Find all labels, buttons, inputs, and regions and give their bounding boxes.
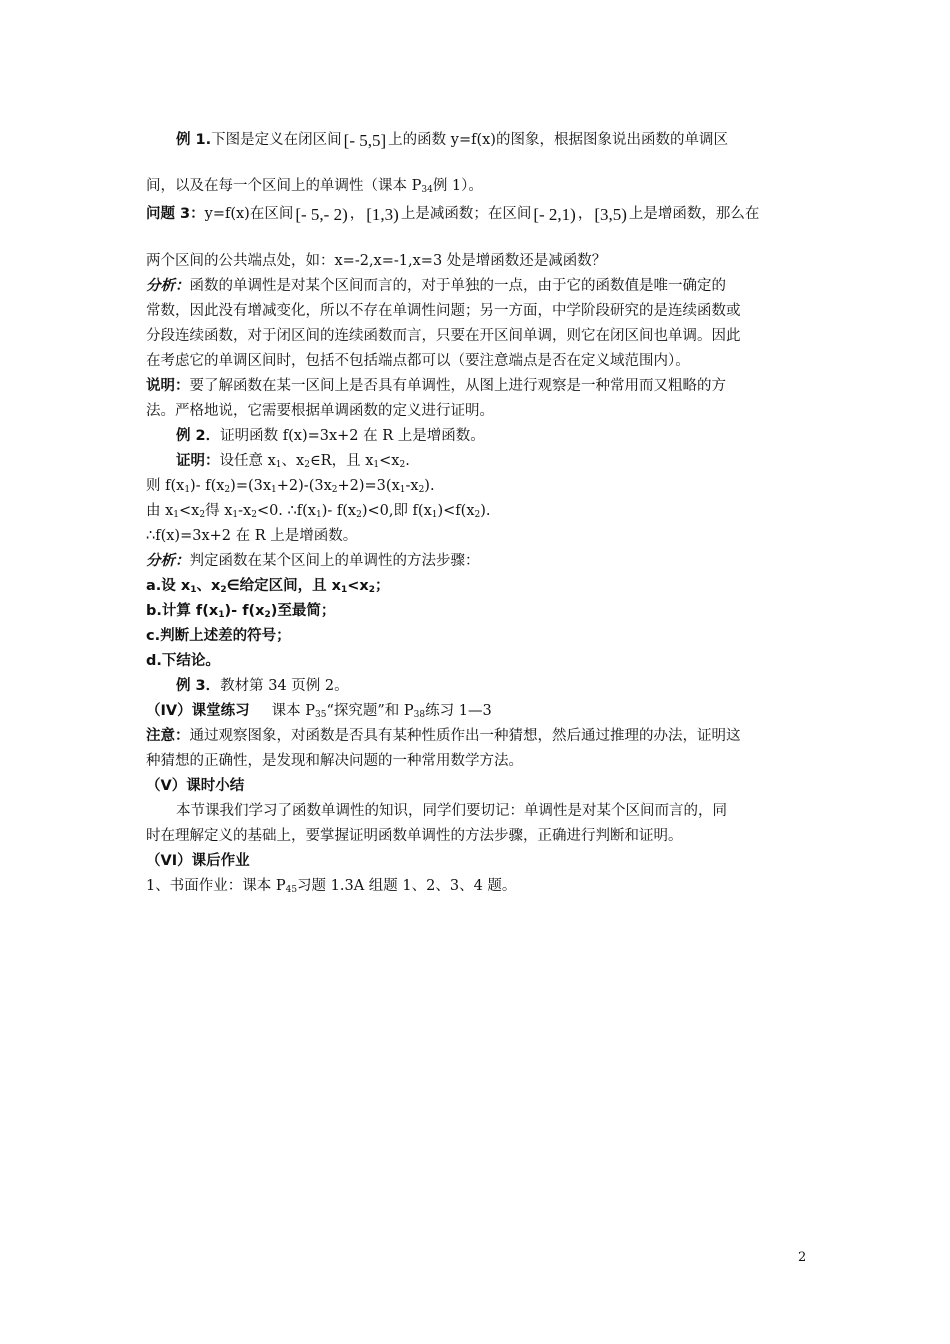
proof-step-line: 则 $f(x_1)-$ $f(x_2)=(3x_1+2)-(3x_2+2)=3(x_1-x_2)$. bbox=[146, 478, 435, 495]
question-3-line: 问题 3：y=f(x)在区间 [- 5,- 2) ， [1,3) 上是减函数；在区间 [- 2,1) ， [3,5) 上是增函数，那么在 bbox=[146, 202, 811, 227]
text-line: 常数，因此没有增减变化，所以不存在单调性问题；另一方面，中学阶段研究的是连续函数或 bbox=[146, 303, 741, 319]
summary-line: 时在理解定义的基础上，要掌握证明函数单调性的方法步骤，正确进行判断和证明。 bbox=[146, 828, 683, 844]
step-a-line: a.设 $x_1$、$x_2\in$给定区间，且 $x_1<x_2$； bbox=[146, 578, 390, 595]
proof-label: 证明： bbox=[176, 453, 220, 469]
example-2-line: 例 2．证明函数 f(x)=3x+2 在 R 上是增函数。 bbox=[176, 428, 485, 444]
analysis-line: 分析：判定函数在某个区间上的单调性的方法步骤： bbox=[146, 552, 480, 569]
step-b-line: b.计算 $f(x_1)-$ $f(x_2)$至最简； bbox=[146, 603, 336, 620]
text-line: 法。严格地说，它需要根据单调函数的定义进行证明。 bbox=[146, 403, 494, 419]
note-line: 说明：要了解函数在某一区间上是否具有单调性，从图上进行观察是一种常用而又粗略的方 bbox=[146, 378, 726, 394]
interval-formula: [- 5,- 2) bbox=[295, 205, 348, 224]
example-3-line: 例 3．教材第 34 页例 2。 bbox=[176, 678, 349, 694]
section-iv-line: （IV）课堂练习 课本 $P_{35}“$探究题”和 $P_{38}$练习 1—3 bbox=[146, 703, 492, 720]
analysis-label: 分析： bbox=[146, 552, 190, 569]
attention-line: 注意：通过观察图象，对函数是否具有某种性质作出一种猜想，然后通过推理的办法，证明这 bbox=[146, 728, 741, 744]
step-d-line: d.下结论。 bbox=[146, 653, 220, 669]
text-line: 在考虑它的单调区间时，包括不包括端点都可以（要注意端点是否在定义域范围内）。 bbox=[146, 353, 690, 369]
text-line: 两个区间的公共端点处，如：x=-2,x=-1,x=3 处是增函数还是减函数？ bbox=[146, 253, 607, 269]
example-1-line: 例 1.下图是定义在闭区间 [- 5,5] 上的函数 y=f(x)的图象，根据图象说出函数的单调区 bbox=[176, 128, 841, 153]
section-vi-heading: （VI）课后作业 bbox=[146, 853, 250, 869]
note-label: 说明： bbox=[146, 378, 190, 394]
example-2-label: 例 2． bbox=[176, 428, 221, 444]
text-line: 分段连续函数，对于闭区间的连续函数而言，只要在开区间单调，则它在闭区间也单调。因此 bbox=[146, 328, 741, 344]
text-line: 种猜想的正确性，是发现和解决问题的一种常用数学方法。 bbox=[146, 753, 523, 769]
homework-line: 1、书面作业：课本 $P_{45}$习题 1.3A 组题 1、2、3、4 题。 bbox=[146, 878, 517, 895]
proof-conclusion-line: ∴f(x)=3x+2 在 R 上是增函数。 bbox=[146, 528, 358, 544]
proof-step-line: 由 $x_1<x_2$得 $x_1-x_2<0$. $\therefore f(x_1)-$ $f(x_2)<0$,即 $f(x_1)<f(x_2)$. bbox=[146, 503, 491, 520]
text-line: 间，以及在每一个区间上的单调性（课本 $P_{34}$例 1）。 bbox=[146, 178, 483, 195]
interval-formula: [- 2,1) bbox=[533, 205, 576, 224]
interval-formula: [1,3) bbox=[366, 205, 399, 224]
example-1-label: 例 1. bbox=[176, 132, 212, 148]
section-iv-heading: （IV）课堂练习 bbox=[146, 703, 250, 719]
analysis-line: 分析：函数的单调性是对某个区间而言的，对于单独的一点，由于它的函数值是唯一确定的 bbox=[146, 277, 726, 294]
page-number: 2 bbox=[798, 1250, 807, 1265]
step-c-line: c.判断上述差的符号； bbox=[146, 628, 291, 644]
interval-formula: [3,5) bbox=[594, 205, 627, 224]
example-3-label: 例 3． bbox=[176, 678, 221, 694]
question-3-label: 问题 3： bbox=[146, 206, 205, 222]
analysis-label: 分析： bbox=[146, 277, 190, 294]
section-v-heading: （V）课时小结 bbox=[146, 778, 245, 794]
attention-label: 注意： bbox=[146, 728, 190, 744]
interval-formula: [- 5,5] bbox=[343, 131, 387, 150]
proof-line: 证明：设任意 $x_1$、$x_2\in R$，且 $x_1<x_2$. bbox=[176, 453, 410, 470]
summary-line: 本节课我们学习了函数单调性的知识，同学们要切记：单调性是对某个区间而言的，同 bbox=[176, 803, 727, 819]
